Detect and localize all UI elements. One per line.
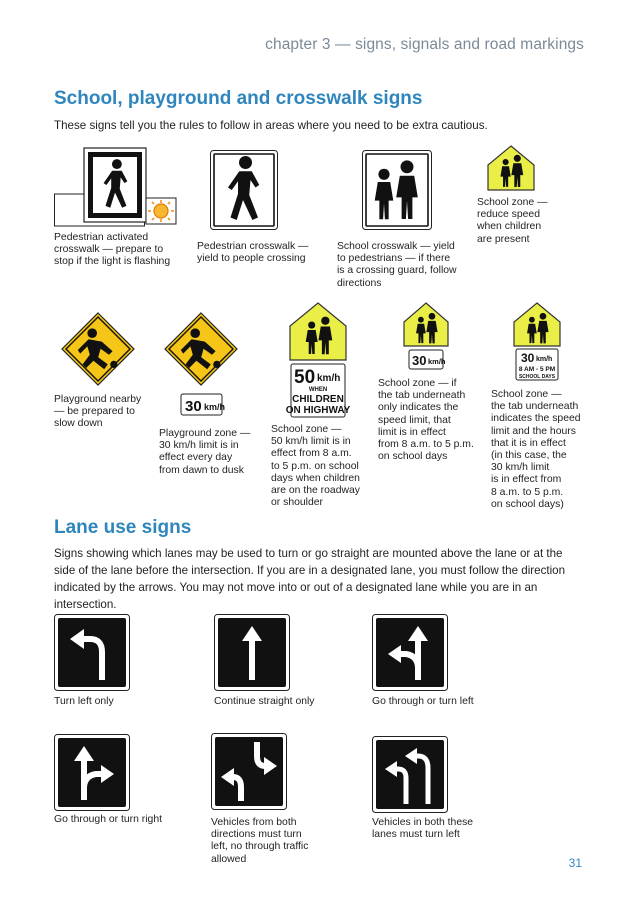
school-zone-sign-icon [487, 145, 535, 191]
sign-caption: Playground nearby — be prepared to slow down [54, 394, 142, 430]
pedestrian-activated-crosswalk-sign-icon [54, 146, 180, 228]
tab-unit: km/h [536, 356, 553, 363]
tab-line-children: CHILDREN [292, 394, 344, 405]
tab-unit: km/h [204, 402, 226, 412]
school-zone-30-sign-icon [403, 302, 449, 370]
tab-speed: 30 [185, 398, 202, 415]
continue-straight-only-sign-icon [214, 614, 290, 691]
turn-left-only-sign-icon [54, 614, 130, 691]
pedestrian-crosswalk-sign-icon [210, 150, 278, 230]
sign-caption: School crosswalk — yield to pedestrians — if there is a crossing guard, follow directions [337, 241, 457, 289]
sign-caption: Turn left only [54, 696, 114, 707]
playground-zone-sign-icon [164, 312, 238, 416]
tab-line-when: WHEN [308, 387, 328, 393]
tab-line-on-highway: ON HIGHWAY [285, 405, 351, 416]
school-section-intro: These signs tell you the rules to follow in areas where you need to be extra cautious. [54, 119, 488, 132]
lane-section-intro: Signs showing which lanes may be used to turn or go straight are mounted above the lane or at the side of the lane before the intersection. If you are in a designated lane, you must follow the direction indicated by the arrows. You may not move into or out of a designated lane while you are in an intersection. [54, 547, 566, 611]
playground-nearby-sign-icon [61, 312, 135, 386]
tab-unit: km/h [428, 357, 446, 366]
tab-speed: 50 [294, 367, 316, 388]
sign-caption: Playground zone — 30 km/h limit is in effect every day from dawn to dusk [159, 428, 251, 476]
two-way-left-turn-sign-icon [211, 733, 287, 810]
go-through-or-turn-right-sign-icon [54, 734, 130, 811]
sign-caption: Pedestrian activated crosswalk — prepare to stop if the light is flashing [54, 232, 171, 268]
sign-caption: Vehicles in both these lanes must turn left [372, 817, 474, 841]
school-zone-children-on-highway-sign-icon [285, 302, 351, 418]
tab-speed: 30 [521, 351, 535, 365]
school-zone-30-hours-sign-icon [513, 302, 561, 381]
sign-caption: School zone — 50 km/h limit is in effect from 8 a.m. to 5 p.m. on school days when children are on the roadway or shoulder [271, 424, 360, 509]
page-number: 31 [568, 856, 582, 870]
section-title-lane-use: Lane use signs [54, 517, 192, 538]
sign-caption: School zone — if the tab underneath only indicates the speed limit, that limit is in effect from 8 a.m. to 5 p.m. on school days [378, 378, 474, 463]
tab-unit: km/h [317, 373, 341, 384]
tab-speed: 30 [412, 353, 427, 368]
sign-caption: School zone — reduce speed when children are present [477, 197, 548, 245]
sign-caption: Go through or turn left [372, 696, 474, 707]
dual-left-turn-sign-icon [372, 736, 448, 813]
sign-caption: Go through or turn right [54, 814, 163, 825]
go-through-or-turn-left-sign-icon [372, 614, 448, 691]
sign-caption: Continue straight only [214, 696, 315, 707]
running-head: chapter 3 — signs, signals and road markings [265, 36, 584, 53]
tab-days: SCHOOL DAYS [518, 374, 556, 380]
school-crosswalk-sign-icon [362, 150, 432, 230]
tab-hours: 8 AM - 5 PM [518, 366, 556, 373]
sign-caption: School zone — the tab underneath indicates the speed limit and the hours that it is in effect (in this case, the 30 km/h limit is in effect from 8 a.m. to 5 p.m. on school days) [491, 389, 581, 510]
section-title-school: School, playground and crosswalk signs [54, 88, 423, 109]
sign-caption: Pedestrian crosswalk — yield to people crossing [197, 241, 309, 265]
sign-caption: Vehicles from both directions must turn left, no through traffic allowed [211, 817, 309, 865]
